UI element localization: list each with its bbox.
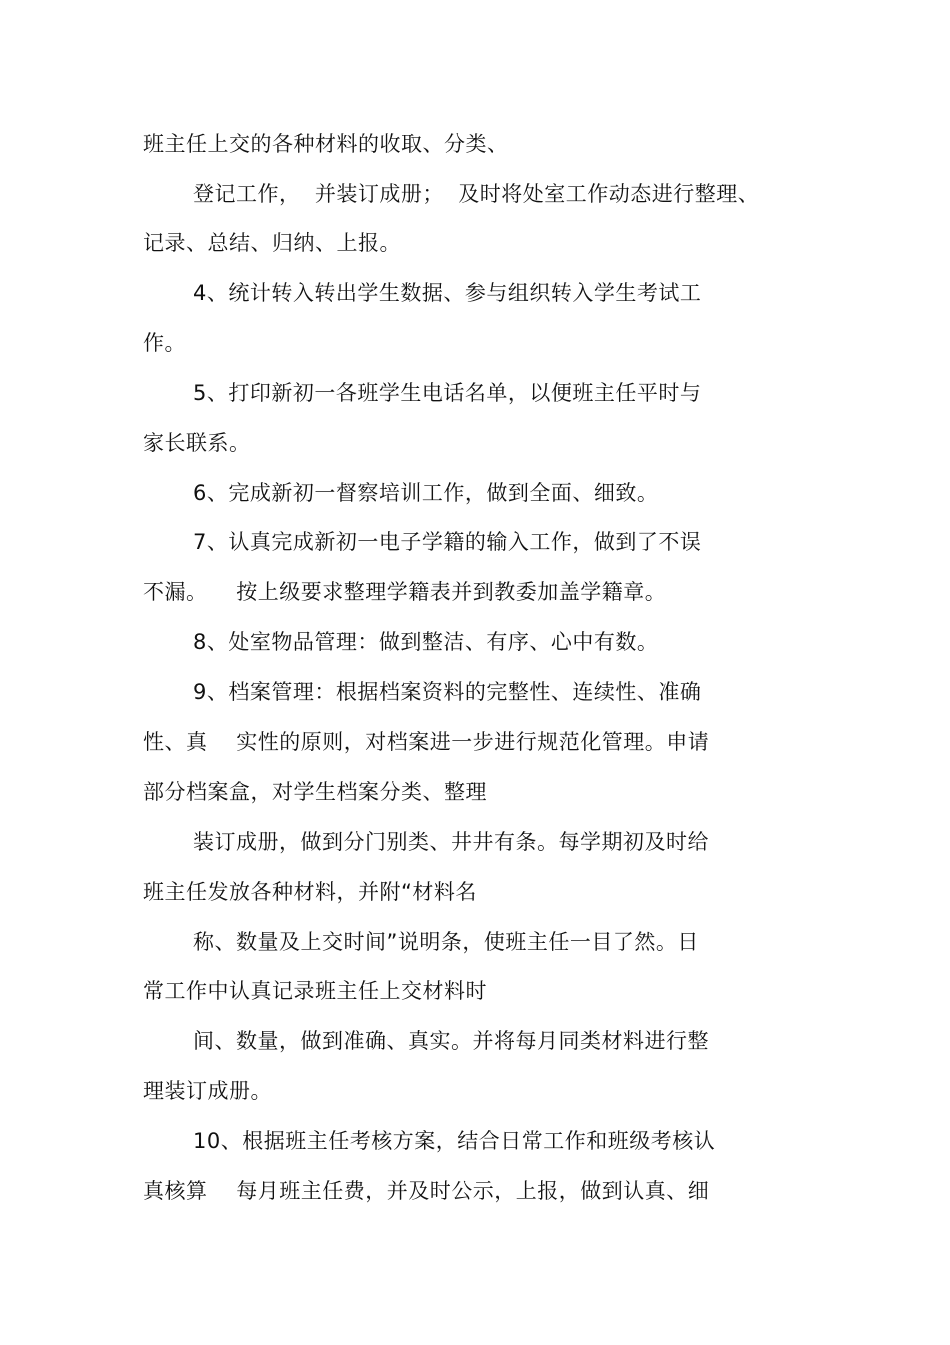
- text-line-10: 不漏。 按上级要求整理学籍表并到教委加盖学籍章。: [143, 580, 667, 604]
- text-line-17: 称、数量及上交时间”说明条，使班主任一目了然。日: [193, 930, 699, 954]
- text-line-18: 常工作中认真记录班主任上交材料时: [143, 979, 487, 1003]
- text-line-21: 10、根据班主任考核方案，结合日常工作和班级考核认: [193, 1129, 716, 1153]
- text-line-6: 5、打印新初一各班学生电话名单，以便班主任平时与: [193, 381, 702, 405]
- text-line-20: 理装订成册。: [143, 1079, 272, 1103]
- text-line-15: 装订成册，做到分门别类、井井有条。每学期初及时给: [193, 830, 709, 854]
- text-line-14: 部分档案盒，对学生档案分类、整理: [143, 780, 487, 804]
- text-line-13: 性、真 实性的原则，对档案进一步进行规范化管理。申请: [143, 730, 710, 754]
- text-line-7: 家长联系。: [143, 431, 251, 455]
- text-line-4: 4、统计转入转出学生数据、参与组织转入学生考试工: [193, 281, 702, 305]
- text-line-3: 记录、总结、归纳、上报。: [143, 231, 401, 255]
- text-line-2: 登记工作， 并装订成册； 及时将处室工作动态进行整理、: [193, 182, 760, 206]
- text-line-5: 作。: [143, 331, 186, 355]
- text-line-16: 班主任发放各种材料，并附“材料名: [143, 880, 477, 904]
- text-line-9: 7、认真完成新初一电子学籍的输入工作，做到了不误: [193, 530, 702, 554]
- text-line-8: 6、完成新初一督察培训工作，做到全面、细致。: [193, 481, 659, 505]
- text-line-1: 班主任上交的各种材料的收取、分类、: [143, 132, 509, 156]
- text-line-19: 间、数量，做到准确、真实。并将每月同类材料进行整: [193, 1029, 709, 1053]
- text-line-12: 9、档案管理：根据档案资料的完整性、连续性、准确: [193, 680, 702, 704]
- text-line-22: 真核算 每月班主任费，并及时公示，上报，做到认真、细: [143, 1179, 710, 1203]
- text-line-11: 8、处室物品管理：做到整洁、有序、心中有数。: [193, 630, 659, 654]
